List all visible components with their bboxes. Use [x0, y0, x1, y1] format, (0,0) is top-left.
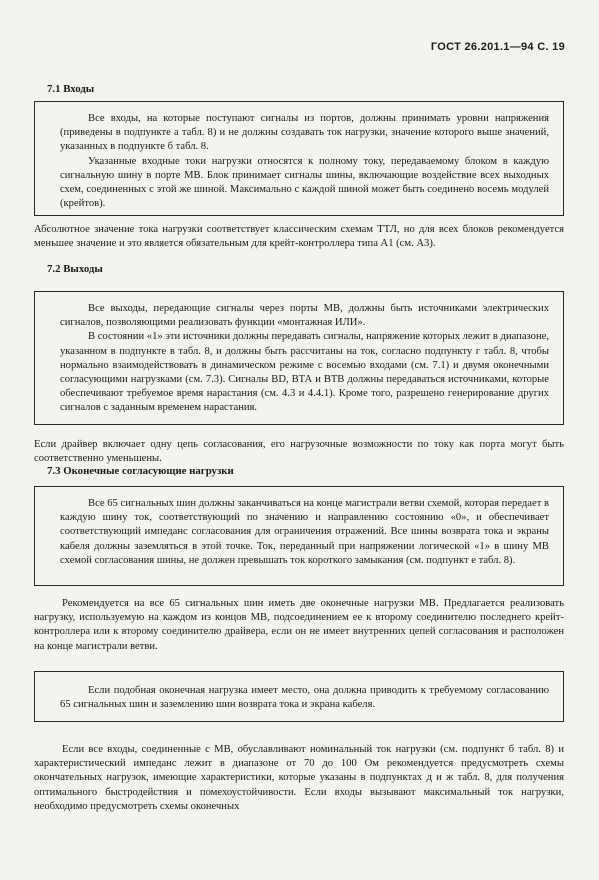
section-heading-inputs: 7.1 Входы — [47, 83, 95, 95]
framed-block-termination-note — [34, 671, 564, 722]
box-paragraph: Все выходы, передающие сигналы через порты МВ, должны быть источниками электрических сигналов, позволяющими реализовать функции «монтажная ИЛИ». — [60, 303, 549, 329]
page-header: ГОСТ 26.201.1—94 С. 19 — [430, 41, 565, 53]
body-paragraph — [34, 743, 564, 814]
paragraph-text: Если драйвер включает одну цепь согласования, его нагрузочные возможности по току как порта могут быть соответственно уменьшены. — [34, 439, 564, 465]
section-heading-terminators: 7.3 Оконечные согласующие нагрузки — [47, 465, 234, 477]
body-paragraph — [34, 597, 564, 654]
body-paragraph — [34, 223, 564, 251]
box-paragraph: В состоянии «1» эти источники должны передавать сигналы, напряжение которых лежит в диапазоне, указанном в подпункте в табл. 8, и должны быть рассчитаны на ток, согласно подпункту г табл. 8, чтобы нормально взаимодействовать в динамическом режиме с восемью входами (см. 7.1) и двумя оконечными согласующими нагрузками (см. 7.3). Сигналы BD, ВТА и ВТВ должны передаваться источниками, которые обеспечивают требуемое время нарастания (см. 4.3 и 4.4.1). Кроме того, разрешено генерирование других сигналов с заданным временем нарастания. — [60, 331, 549, 414]
paragraph-text: Рекомендуется на все 65 сигнальных шин иметь две оконечные нагрузки МВ. Предлагается реализовать нагрузку, используемую на каждом из концов МВ, подсоединением ее к второму соединителю последнего крейт-контроллера или к второму соединителю драйвера, если он не имеет внутренних цепей согласования и расположен на конце магистрали ветви. — [34, 598, 564, 652]
paragraph-text: Абсолютное значение тока нагрузки соответствует классическим схемам ТТЛ, но для всех блоков рекомендуется меньшее значение и это является обязательным для крейт-контроллера типа А1 (см. А3). — [34, 224, 564, 250]
framed-block-terminators — [34, 486, 564, 586]
box-paragraph: Все входы, на которые поступают сигналы из портов, должны принимать уровни напряжения (приведены в подпункте а табл. 8) и не должны создавать ток нагрузки, значение которого выше значений, указанных в подпункте б табл. 8. — [60, 113, 549, 153]
box-paragraph: Указанные входные токи нагрузки относятся к полному току, передаваемому блоком в каждую сигнальную шину в порте МВ. Блок принимает сигналы шины, включающие воздействие всех выходных схем, соединенных с этой же шиной. Максимально с каждой шиной может быть соединено восемь модулей (крейтов). — [60, 155, 549, 210]
paragraph-text: Если все входы, соединенные с МВ, обуславливают номинальный ток нагрузки (см. подпункт б табл. 8) и характеристический импеданс лежит в диапазоне от 70 до 100 Ом рекомендуется предусмотреть схемы окончательных нагрузок, имеющие характеристики, которые указаны в подпунктах д и ж табл. 8, для получения оптимального быстродействия и помехоустойчивости. Если входы вызывают максимальный ток нагрузки, необходимо предусмотреть схемы оконечных — [34, 744, 564, 812]
framed-block-outputs — [34, 291, 564, 425]
body-paragraph — [34, 438, 564, 466]
box-paragraph: Все 65 сигнальных шин должны заканчиваться на конце магистрали ветви схемой, которая передает в каждую шину ток, соответствующий по значению и направлению состоянию «0», и обеспечивает соответствующий импеданс согласования для ограничения отражений. Все шины возврата тока и экраны кабеля должны заземляться в этой точке. Ток, переданный при напряжении логической «1» в шину МВ схемой согласования шины, не должен превышать ток короткого замыкания (см. подпункт е табл. 8). — [60, 498, 549, 566]
framed-block-inputs — [34, 101, 564, 216]
box-paragraph: Если подобная оконечная нагрузка имеет место, она должна приводить к требуемому согласованию 65 сигнальных шин и заземлению шин возврата тока и экрана кабеля. — [60, 685, 549, 711]
section-heading-outputs: 7.2 Выходы — [47, 263, 103, 275]
